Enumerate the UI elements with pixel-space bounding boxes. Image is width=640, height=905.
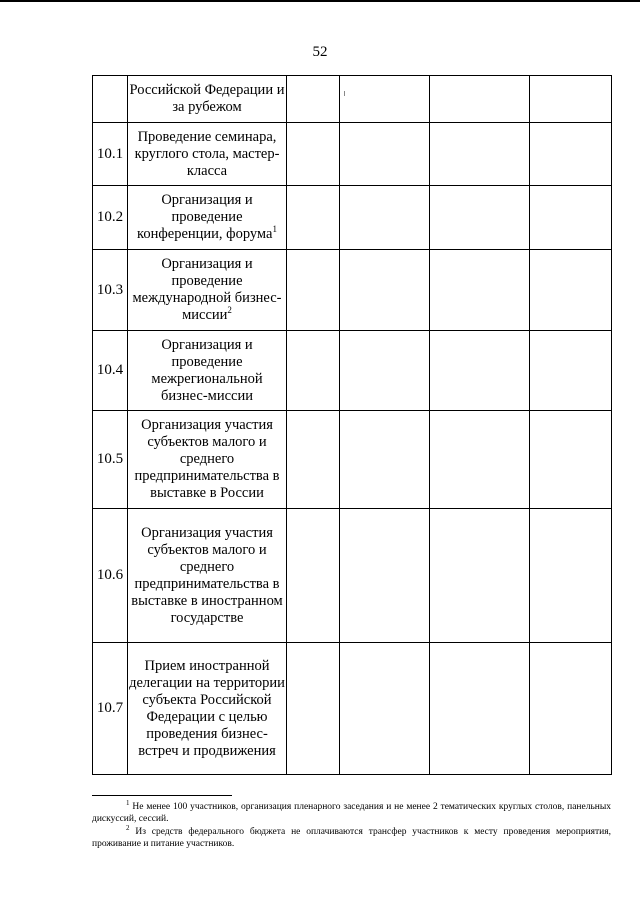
table-row	[93, 411, 612, 509]
empty-cell	[430, 76, 530, 123]
row-number: 10.4	[93, 331, 128, 411]
empty-cell	[430, 331, 530, 411]
row-number: 10.7	[93, 643, 128, 775]
empty-cell	[287, 331, 340, 411]
table-row	[93, 643, 612, 775]
footnote-text: Из средств федерального бюджета не оплачиваются трансфер участников к месту проведения мероприятия, проживание и питание участников.	[92, 827, 611, 849]
empty-cell	[340, 250, 430, 331]
row-number: 10.3	[93, 250, 128, 331]
empty-cell	[430, 186, 530, 250]
row-description: Организация и проведение межрегиональной бизнес-миссии	[128, 331, 287, 411]
empty-cell	[530, 123, 612, 186]
table-row	[93, 76, 612, 123]
activities-table	[92, 75, 612, 775]
empty-cell	[340, 123, 430, 186]
page-number: 52	[312, 44, 328, 60]
footnote-text: Не менее 100 участников, организация пленарного заседания и не менее 2 тематических круглых столов, панельных дискуссий, сессий.	[92, 802, 611, 824]
empty-cell	[340, 331, 430, 411]
table-row	[93, 331, 612, 411]
footnote-1	[92, 798, 611, 825]
footnote-mark: 2	[126, 823, 130, 832]
empty-cell	[287, 643, 340, 775]
row-description: Проведение семинара, круглого стола, мастер-класса	[128, 123, 287, 186]
row-description: Российской Федерации и за рубежом	[128, 76, 287, 123]
empty-cell	[430, 123, 530, 186]
row-description: Организация и проведение конференции, форума$^1$	[128, 186, 287, 250]
row-number: 10.2	[93, 186, 128, 250]
empty-cell	[530, 643, 612, 775]
empty-cell	[530, 250, 612, 331]
empty-cell	[530, 411, 612, 509]
empty-cell	[430, 411, 530, 509]
empty-cell	[340, 186, 430, 250]
empty-cell	[287, 76, 340, 123]
row-number: 10.6	[93, 509, 128, 643]
footnote-separator	[92, 795, 232, 796]
row-number: 10.1	[93, 123, 128, 186]
empty-cell	[287, 250, 340, 331]
empty-cell	[340, 411, 430, 509]
table-row	[93, 123, 612, 186]
empty-cell	[430, 250, 530, 331]
row-number: 10.5	[93, 411, 128, 509]
empty-cell	[530, 509, 612, 643]
row-description: Прием иностранной делегации на территории субъекта Российской Федерации с целью проведения бизнес-встреч и продвижения	[128, 643, 287, 775]
top-border-line	[0, 0, 640, 2]
table-row	[93, 509, 612, 643]
row-number	[93, 76, 128, 123]
empty-cell	[340, 76, 430, 123]
empty-cell	[430, 509, 530, 643]
empty-cell	[530, 76, 612, 123]
empty-cell	[430, 643, 530, 775]
empty-cell	[287, 509, 340, 643]
footnote-mark: 1	[126, 798, 130, 807]
empty-cell	[287, 411, 340, 509]
row-description: Организация участия субъектов малого и среднего предпринимательства в выставке в России	[128, 411, 287, 509]
empty-cell	[530, 186, 612, 250]
empty-cell	[287, 186, 340, 250]
footnote-2	[92, 823, 611, 850]
empty-cell	[287, 123, 340, 186]
table-row	[93, 250, 612, 331]
row-description: Организация и проведение международной бизнес-миссии$^2$	[128, 250, 287, 331]
table-row	[93, 186, 612, 250]
empty-cell	[340, 643, 430, 775]
row-description: Организация участия субъектов малого и среднего предпринимательства в выставке в иностранном государстве	[128, 509, 287, 643]
empty-cell	[530, 331, 612, 411]
empty-cell	[340, 509, 430, 643]
